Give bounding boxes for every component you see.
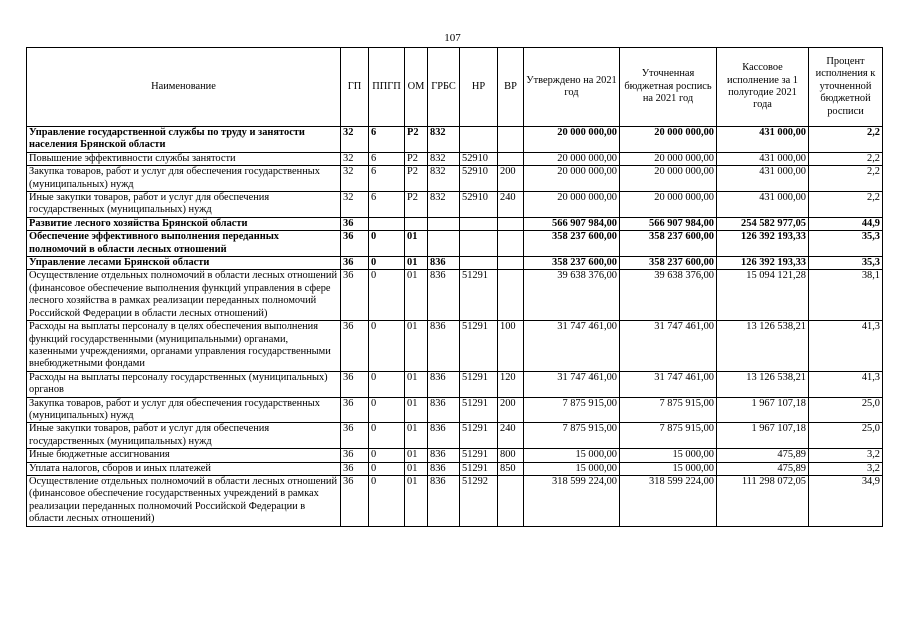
cell-ppgp: 0 <box>369 449 405 462</box>
cell-om: Р2 <box>405 152 428 165</box>
cell-grbs: 836 <box>428 423 460 449</box>
cell-cash: 13 126 538,21 <box>717 371 809 397</box>
cell-gp: 36 <box>341 449 369 462</box>
cell-name: Уплата налогов, сборов и иных платежей <box>27 462 341 475</box>
cell-ppgp: 6 <box>369 192 405 218</box>
cell-vr <box>498 217 524 230</box>
cell-name: Закупка товаров, работ и услуг для обеспечения государственных (муниципальных) нужд <box>27 397 341 423</box>
cell-approved: 31 747 461,00 <box>524 371 620 397</box>
header-cash: Кассовое исполнение за 1 полугодие 2021 года <box>717 48 809 127</box>
cell-nr: 51291 <box>460 321 498 372</box>
table-row <box>27 217 883 230</box>
table-row <box>27 166 883 192</box>
cell-name: Развитие лесного хозяйства Брянской области <box>27 217 341 230</box>
header-name: Наименование <box>27 48 341 127</box>
cell-approved: 566 907 984,00 <box>524 217 620 230</box>
cell-ppgp: 0 <box>369 321 405 372</box>
header-clarified: Уточненная бюджетная роспись на 2021 год <box>620 48 717 127</box>
cell-vr: 850 <box>498 462 524 475</box>
cell-grbs: 832 <box>428 127 460 153</box>
header-vr: ВР <box>498 48 524 127</box>
cell-om: Р2 <box>405 127 428 153</box>
cell-ppgp: 0 <box>369 371 405 397</box>
header-nr: НР <box>460 48 498 127</box>
cell-gp: 36 <box>341 270 369 321</box>
cell-gp: 32 <box>341 127 369 153</box>
cell-percent: 25,0 <box>809 397 883 423</box>
cell-nr: 51291 <box>460 449 498 462</box>
cell-name: Расходы на выплаты персоналу государственных (муниципальных) органов <box>27 371 341 397</box>
cell-ppgp: 0 <box>369 423 405 449</box>
table-row <box>27 462 883 475</box>
cell-nr: 51291 <box>460 423 498 449</box>
cell-cash: 126 392 193,33 <box>717 257 809 270</box>
cell-nr <box>460 257 498 270</box>
cell-name: Обеспечение эффективного выполнения переданных полномочий в области лесных отношений <box>27 231 341 257</box>
cell-approved: 7 875 915,00 <box>524 423 620 449</box>
cell-percent: 3,2 <box>809 449 883 462</box>
cell-vr <box>498 152 524 165</box>
cell-percent: 38,1 <box>809 270 883 321</box>
cell-percent: 41,3 <box>809 371 883 397</box>
cell-nr: 52910 <box>460 192 498 218</box>
cell-approved: 20 000 000,00 <box>524 192 620 218</box>
table-row <box>27 270 883 321</box>
cell-om: 01 <box>405 475 428 526</box>
cell-gp: 32 <box>341 166 369 192</box>
cell-clarified: 20 000 000,00 <box>620 192 717 218</box>
cell-grbs: 836 <box>428 449 460 462</box>
cell-grbs: 832 <box>428 152 460 165</box>
cell-om: 01 <box>405 423 428 449</box>
cell-vr: 240 <box>498 192 524 218</box>
cell-cash: 431 000,00 <box>717 127 809 153</box>
table-row <box>27 371 883 397</box>
cell-approved: 15 000,00 <box>524 449 620 462</box>
cell-vr <box>498 127 524 153</box>
cell-clarified: 566 907 984,00 <box>620 217 717 230</box>
cell-ppgp: 0 <box>369 270 405 321</box>
cell-approved: 7 875 915,00 <box>524 397 620 423</box>
cell-grbs: 836 <box>428 371 460 397</box>
cell-percent: 2,2 <box>809 152 883 165</box>
cell-percent: 35,3 <box>809 231 883 257</box>
cell-name: Иные закупки товаров, работ и услуг для обеспечения государственных (муниципальных) нужд <box>27 423 341 449</box>
cell-gp: 36 <box>341 371 369 397</box>
cell-percent: 41,3 <box>809 321 883 372</box>
cell-clarified: 15 000,00 <box>620 462 717 475</box>
cell-om: 01 <box>405 321 428 372</box>
table-row <box>27 152 883 165</box>
cell-om: 01 <box>405 257 428 270</box>
cell-cash: 431 000,00 <box>717 166 809 192</box>
cell-om: 01 <box>405 397 428 423</box>
cell-om: 01 <box>405 371 428 397</box>
cell-clarified: 358 237 600,00 <box>620 231 717 257</box>
cell-vr: 200 <box>498 166 524 192</box>
cell-percent: 25,0 <box>809 423 883 449</box>
cell-gp: 36 <box>341 423 369 449</box>
cell-percent: 2,2 <box>809 127 883 153</box>
cell-ppgp: 0 <box>369 462 405 475</box>
cell-approved: 20 000 000,00 <box>524 166 620 192</box>
cell-clarified: 31 747 461,00 <box>620 321 717 372</box>
cell-nr: 51291 <box>460 462 498 475</box>
table-row <box>27 397 883 423</box>
cell-name: Иные закупки товаров, работ и услуг для обеспечения государственных (муниципальных) нужд <box>27 192 341 218</box>
cell-grbs <box>428 217 460 230</box>
cell-om: Р2 <box>405 192 428 218</box>
cell-vr: 800 <box>498 449 524 462</box>
header-om: ОМ <box>405 48 428 127</box>
cell-percent: 44,9 <box>809 217 883 230</box>
cell-approved: 20 000 000,00 <box>524 127 620 153</box>
cell-percent: 3,2 <box>809 462 883 475</box>
cell-om: 01 <box>405 231 428 257</box>
table-row <box>27 475 883 526</box>
cell-grbs: 832 <box>428 192 460 218</box>
cell-ppgp: 6 <box>369 127 405 153</box>
cell-gp: 36 <box>341 321 369 372</box>
cell-om: 01 <box>405 462 428 475</box>
cell-nr <box>460 217 498 230</box>
cell-ppgp: 0 <box>369 475 405 526</box>
cell-name: Иные бюджетные ассигнования <box>27 449 341 462</box>
cell-om: 01 <box>405 270 428 321</box>
cell-cash: 254 582 977,05 <box>717 217 809 230</box>
cell-vr: 200 <box>498 397 524 423</box>
cell-percent: 2,2 <box>809 166 883 192</box>
cell-cash: 126 392 193,33 <box>717 231 809 257</box>
cell-clarified: 7 875 915,00 <box>620 397 717 423</box>
cell-name: Управление государственной службы по труду и занятости населения Брянской области <box>27 127 341 153</box>
header-gp: ГП <box>341 48 369 127</box>
cell-vr <box>498 257 524 270</box>
table-row <box>27 127 883 153</box>
cell-ppgp: 0 <box>369 231 405 257</box>
cell-vr <box>498 231 524 257</box>
cell-vr: 100 <box>498 321 524 372</box>
cell-gp: 36 <box>341 231 369 257</box>
cell-name: Расходы на выплаты персоналу в целях обеспечения выполнения функций государственными (муниципальными) органами, казенными учреждениями, органами управления государственными внебюджетными фондами <box>27 321 341 372</box>
cell-cash: 431 000,00 <box>717 192 809 218</box>
cell-approved: 31 747 461,00 <box>524 321 620 372</box>
cell-clarified: 20 000 000,00 <box>620 127 717 153</box>
cell-om: Р2 <box>405 166 428 192</box>
cell-gp: 32 <box>341 152 369 165</box>
cell-ppgp: 6 <box>369 152 405 165</box>
table-row <box>27 449 883 462</box>
cell-grbs: 836 <box>428 257 460 270</box>
cell-approved: 318 599 224,00 <box>524 475 620 526</box>
cell-approved: 39 638 376,00 <box>524 270 620 321</box>
table-row <box>27 257 883 270</box>
page-number: 107 <box>444 32 461 44</box>
cell-ppgp: 0 <box>369 257 405 270</box>
cell-cash: 475,89 <box>717 462 809 475</box>
cell-nr: 51292 <box>460 475 498 526</box>
cell-name: Повышение эффективности службы занятости <box>27 152 341 165</box>
cell-cash: 475,89 <box>717 449 809 462</box>
cell-gp: 32 <box>341 192 369 218</box>
cell-approved: 358 237 600,00 <box>524 257 620 270</box>
cell-nr <box>460 127 498 153</box>
cell-gp: 36 <box>341 462 369 475</box>
cell-clarified: 15 000,00 <box>620 449 717 462</box>
cell-om: 01 <box>405 449 428 462</box>
table-row <box>27 231 883 257</box>
cell-grbs: 836 <box>428 397 460 423</box>
cell-vr: 120 <box>498 371 524 397</box>
table-body <box>27 127 883 527</box>
cell-nr: 51291 <box>460 270 498 321</box>
cell-approved: 15 000,00 <box>524 462 620 475</box>
cell-grbs: 832 <box>428 166 460 192</box>
cell-cash: 15 094 121,28 <box>717 270 809 321</box>
cell-clarified: 31 747 461,00 <box>620 371 717 397</box>
cell-gp: 36 <box>341 257 369 270</box>
cell-vr <box>498 475 524 526</box>
cell-nr: 51291 <box>460 397 498 423</box>
budget-execution-table <box>26 47 883 527</box>
cell-percent: 2,2 <box>809 192 883 218</box>
cell-cash: 13 126 538,21 <box>717 321 809 372</box>
cell-clarified: 20 000 000,00 <box>620 152 717 165</box>
cell-grbs: 836 <box>428 270 460 321</box>
cell-grbs: 836 <box>428 475 460 526</box>
cell-gp: 36 <box>341 217 369 230</box>
table-row <box>27 321 883 372</box>
cell-vr <box>498 270 524 321</box>
cell-grbs: 836 <box>428 462 460 475</box>
cell-om <box>405 217 428 230</box>
cell-name: Закупка товаров, работ и услуг для обеспечения государственных (муниципальных) нужд <box>27 166 341 192</box>
cell-cash: 1 967 107,18 <box>717 397 809 423</box>
header-approved: Утверждено на 2021 год <box>524 48 620 127</box>
cell-clarified: 7 875 915,00 <box>620 423 717 449</box>
cell-vr: 240 <box>498 423 524 449</box>
cell-ppgp: 6 <box>369 166 405 192</box>
cell-clarified: 358 237 600,00 <box>620 257 717 270</box>
cell-nr: 52910 <box>460 166 498 192</box>
cell-grbs <box>428 231 460 257</box>
cell-cash: 431 000,00 <box>717 152 809 165</box>
cell-name: Осуществление отдельных полномочий в области лесных отношений (финансовое обеспечение государственных учреждений в рамках реализации переданных полномочий Российской Федерации в области лесных отношений) <box>27 475 341 526</box>
cell-clarified: 39 638 376,00 <box>620 270 717 321</box>
cell-approved: 20 000 000,00 <box>524 152 620 165</box>
cell-ppgp <box>369 217 405 230</box>
cell-cash: 111 298 072,05 <box>717 475 809 526</box>
cell-grbs: 836 <box>428 321 460 372</box>
cell-name: Управление лесами Брянской области <box>27 257 341 270</box>
cell-clarified: 20 000 000,00 <box>620 166 717 192</box>
table-header-row <box>27 48 883 127</box>
cell-name: Осуществление отдельных полномочий в области лесных отношений (финансовое обеспечение выполнения функций управления в сфере лесного хозяйства в рамках реализации переданных полномочий Российской Федерации в области лесных отношений) <box>27 270 341 321</box>
header-ppgp: ППГП <box>369 48 405 127</box>
cell-nr <box>460 231 498 257</box>
cell-cash: 1 967 107,18 <box>717 423 809 449</box>
header-grbs: ГРБС <box>428 48 460 127</box>
cell-clarified: 318 599 224,00 <box>620 475 717 526</box>
table-row <box>27 423 883 449</box>
cell-gp: 36 <box>341 397 369 423</box>
cell-percent: 35,3 <box>809 257 883 270</box>
cell-gp: 36 <box>341 475 369 526</box>
cell-percent: 34,9 <box>809 475 883 526</box>
cell-nr: 51291 <box>460 371 498 397</box>
cell-ppgp: 0 <box>369 397 405 423</box>
table-row <box>27 192 883 218</box>
cell-approved: 358 237 600,00 <box>524 231 620 257</box>
cell-nr: 52910 <box>460 152 498 165</box>
header-percent: Процент исполнения к уточненной бюджетной росписи <box>809 48 883 127</box>
